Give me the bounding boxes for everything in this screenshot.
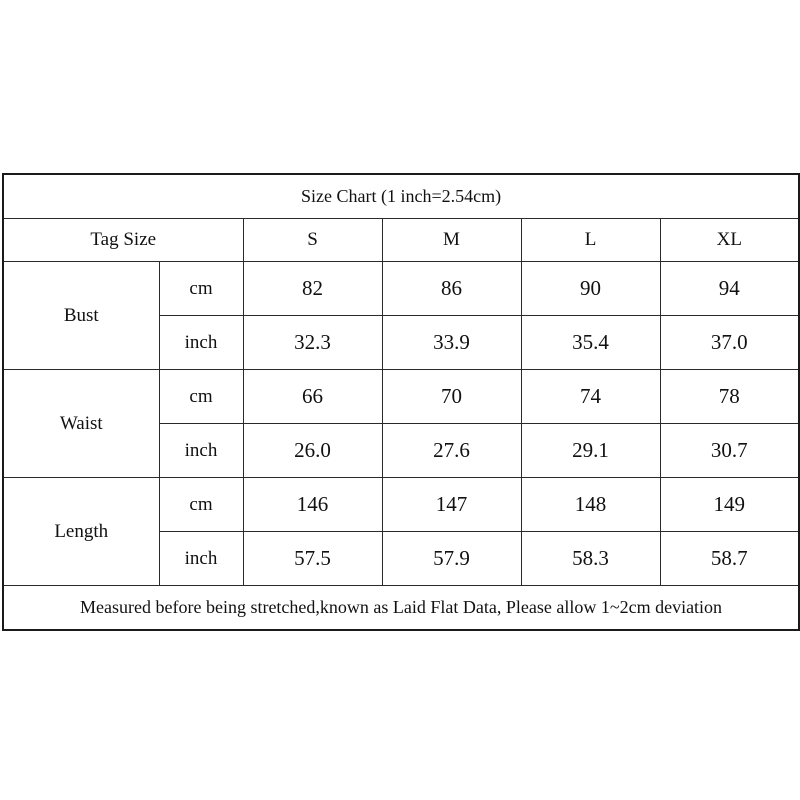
table-cell: 37.0 xyxy=(660,316,799,370)
table-cell: 149 xyxy=(660,478,799,532)
measurement-note: Measured before being stretched,known as Laid Flat Data, Please allow 1~2cm deviation xyxy=(3,586,799,631)
size-header-xl: XL xyxy=(660,219,799,262)
chart-title: Size Chart (1 inch=2.54cm) xyxy=(3,174,799,219)
table-cell: 66 xyxy=(243,370,382,424)
table-cell: 29.1 xyxy=(521,424,660,478)
unit-label: inch xyxy=(159,424,243,478)
unit-label: inch xyxy=(159,316,243,370)
table-cell: 27.6 xyxy=(382,424,521,478)
table-cell: 30.7 xyxy=(660,424,799,478)
measure-label-waist: Waist xyxy=(3,370,159,478)
size-header-l: L xyxy=(521,219,660,262)
measure-label-bust: Bust xyxy=(3,262,159,370)
table-cell: 58.7 xyxy=(660,532,799,586)
size-header-m: M xyxy=(382,219,521,262)
table-cell: 32.3 xyxy=(243,316,382,370)
table-cell: 147 xyxy=(382,478,521,532)
table-cell: 82 xyxy=(243,262,382,316)
table-cell: 57.9 xyxy=(382,532,521,586)
table-row xyxy=(3,262,799,316)
table-row xyxy=(3,370,799,424)
table-cell: 94 xyxy=(660,262,799,316)
unit-label: cm xyxy=(159,478,243,532)
table-cell: 57.5 xyxy=(243,532,382,586)
table-cell: 26.0 xyxy=(243,424,382,478)
table-cell: 146 xyxy=(243,478,382,532)
table-cell: 35.4 xyxy=(521,316,660,370)
table-cell: 90 xyxy=(521,262,660,316)
table-cell: 58.3 xyxy=(521,532,660,586)
unit-label: cm xyxy=(159,262,243,316)
size-chart-table xyxy=(2,173,800,631)
table-cell: 70 xyxy=(382,370,521,424)
unit-label: cm xyxy=(159,370,243,424)
table-cell: 74 xyxy=(521,370,660,424)
size-header-s: S xyxy=(243,219,382,262)
unit-label: inch xyxy=(159,532,243,586)
table-cell: 86 xyxy=(382,262,521,316)
title-row xyxy=(3,174,799,219)
table-row xyxy=(3,478,799,532)
header-row xyxy=(3,219,799,262)
note-row xyxy=(3,586,799,631)
table-cell: 78 xyxy=(660,370,799,424)
table-cell: 33.9 xyxy=(382,316,521,370)
tag-size-header: Tag Size xyxy=(3,219,243,262)
measure-label-length: Length xyxy=(3,478,159,586)
table-cell: 148 xyxy=(521,478,660,532)
